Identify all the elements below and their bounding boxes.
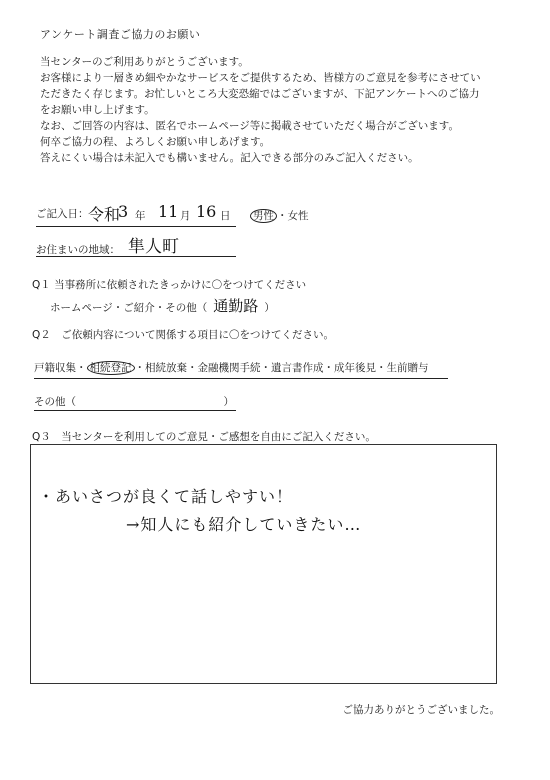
q3-answer-box (30, 444, 497, 684)
intro-line: 答えにくい場合は未記入でも構いません。記入できる部分のみご記入ください。 (40, 152, 419, 164)
intro-paragraph (40, 54, 481, 166)
q2-other-label: その他（ (34, 396, 76, 408)
date-era: 令和 (88, 205, 121, 224)
q1-options (50, 295, 275, 316)
q2-options (34, 360, 448, 379)
intro-line: なお、ご回答の内容は、匿名でホームページ等に掲載させていただく場合がございます。 (40, 120, 459, 132)
gender-options (250, 208, 309, 223)
date-label: ご記入日： (36, 208, 89, 220)
intro-line: 何卒ご協力の程、よろしくお願い申しあげます。 (40, 136, 271, 148)
gender-male-circled: 男性 (250, 209, 277, 223)
area-label: お住まいの地域： (36, 244, 120, 256)
date-month-unit: 月 (180, 210, 191, 222)
q3-answer-line-2: →知人にも紹介していきたい… (126, 515, 362, 534)
q3-question: Q３ 当センターを利用してのご意見・ご感想を自由にご記入ください。 (32, 431, 376, 443)
thanks-note: ご協力ありがとうございました。 (342, 704, 500, 716)
q2-question: Q２ ご依頼内容について関係する項目に〇をつけてください。 (32, 329, 335, 341)
intro-line: ただきたく存じます。お忙しいところ大変恐縮ではございますが、下記アンケートへのご協力 (40, 88, 480, 100)
date-day: 16 (196, 202, 217, 221)
date-day-unit: 日 (220, 210, 231, 222)
q3-answer-line-1: ・あいさつが良くて話しやすい！ (38, 487, 294, 506)
q1-other-value: 通勤路 (213, 297, 259, 315)
q1-options-text: ホームページ・ご紹介・その他（ (50, 302, 208, 314)
q2-options-after: ・相続放棄・金融機関手続・遺言書作成・成年後見・生前贈与 (134, 362, 429, 374)
date-month: 11 (158, 202, 179, 221)
intro-line: をお願い申し上げます。 (40, 104, 155, 116)
date-year: 3 (118, 202, 129, 221)
q2-other-row (34, 394, 236, 411)
q1-close-paren: ） (264, 302, 275, 314)
q2-other-close: ） (223, 396, 234, 408)
gender-sep: ・ (277, 210, 288, 222)
area-value: 隼人町 (128, 237, 179, 257)
gender-female: 女性 (287, 210, 309, 222)
intro-line: 当センターのご利用ありがとうございます。 (40, 56, 249, 68)
date-year-unit: 年 (135, 210, 146, 222)
intro-line: お客様により一層きめ細やかなサービスをご提供するため、皆様方のご意見を参考にさせてい (40, 72, 481, 84)
document-title: アンケート調査ご協力のお願い (40, 28, 201, 41)
q2-options-before: 戸籍収集・ (34, 362, 87, 374)
q1-question: Q１ 当事務所に依頼されたきっかけに〇をつけてください (32, 279, 307, 291)
q2-option-circled: 相続登記 (87, 361, 135, 375)
